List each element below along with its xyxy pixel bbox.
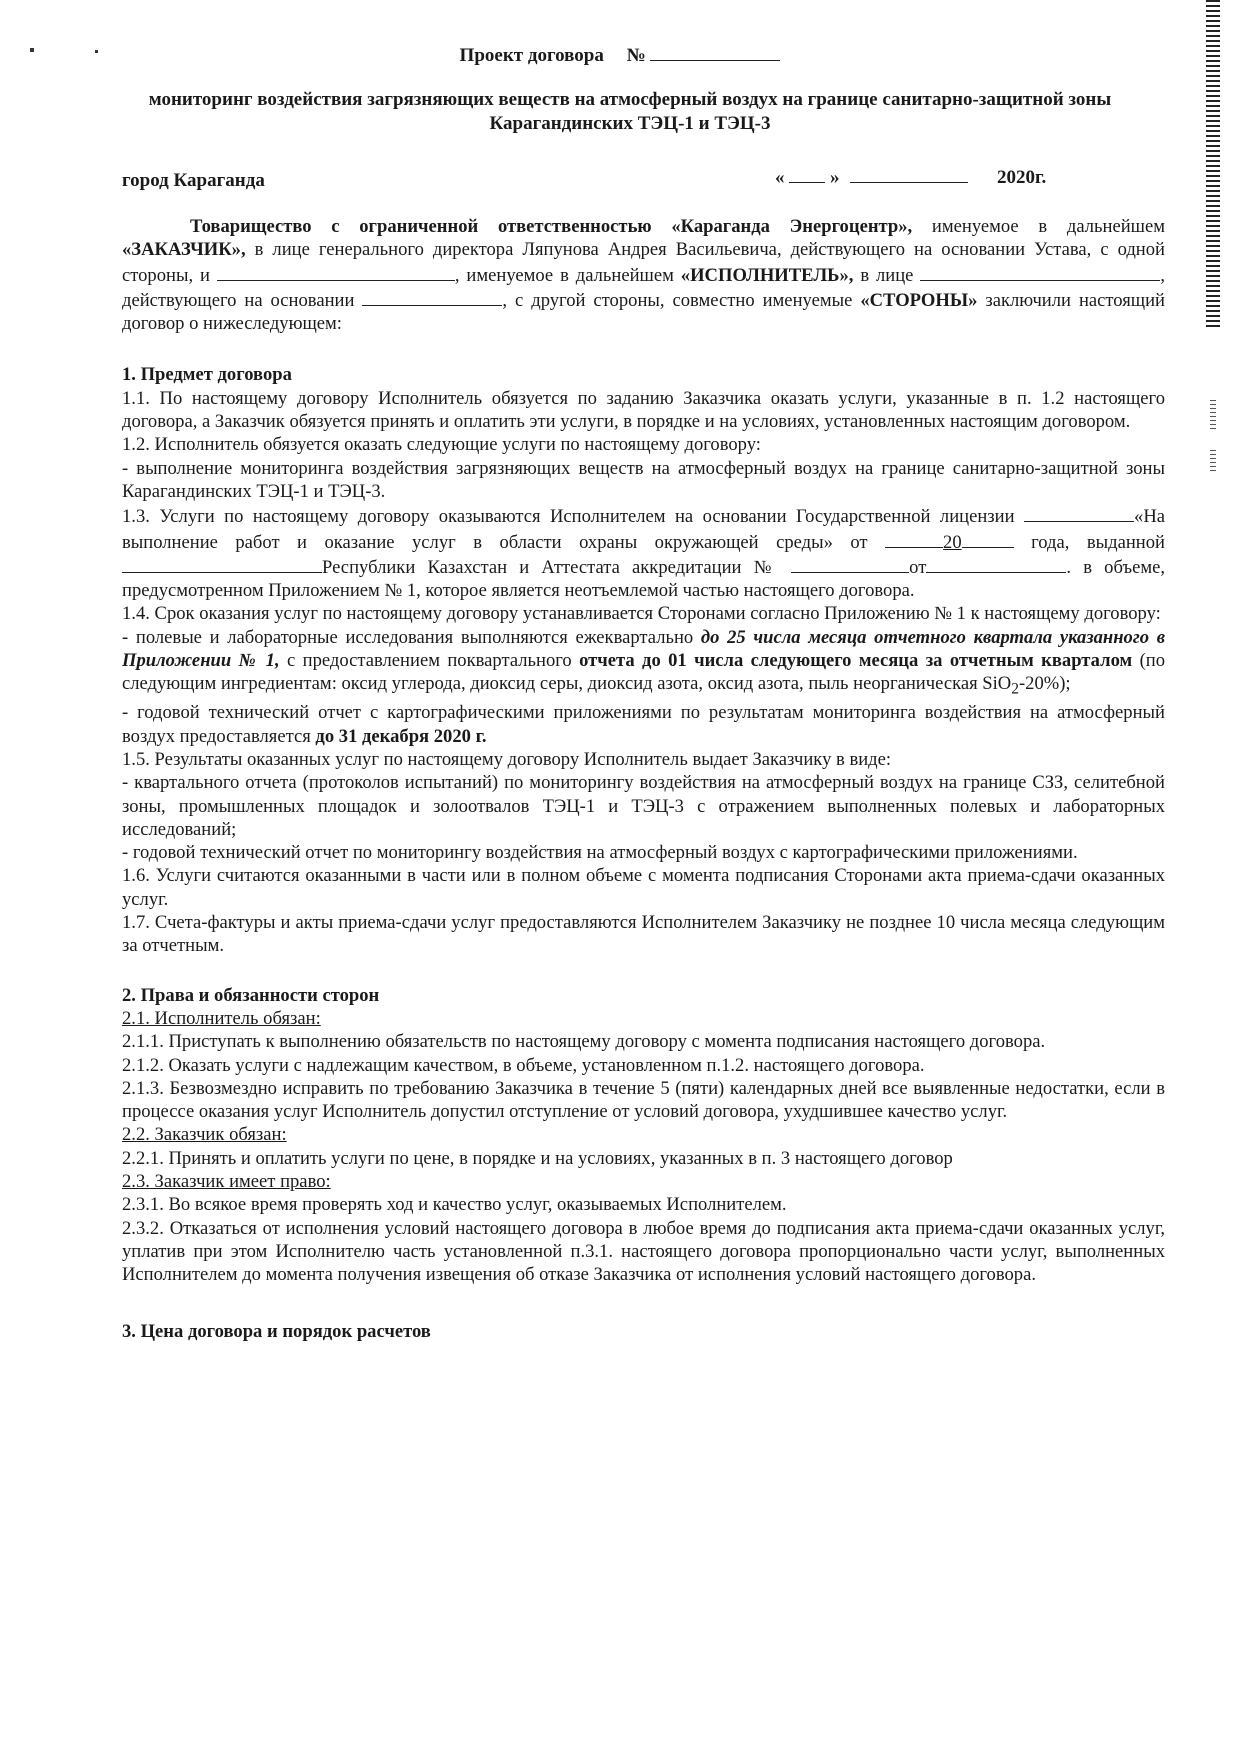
- clause-text: «На выполнение работ и оказание услуг в области охраны окружающей среды» от: [122, 506, 1165, 553]
- document-subtitle: мониторинг воздействия загрязняющих веществ на атмосферный воздух на границе санитарно-защитной зоны Карагандинских ТЭЦ-1 и ТЭЦ-3: [148, 89, 1112, 134]
- representative-blank: [920, 262, 1160, 281]
- accreditation-date-blank: [926, 554, 1066, 573]
- day-blank: [789, 164, 825, 183]
- preamble-text: заключили настоящий договор о нижеследующем:: [122, 289, 1165, 335]
- subsection-2-2: 2.2. Заказчик обязан:: [122, 1124, 287, 1146]
- date-open-quote: «: [775, 167, 785, 188]
- clause-1-2-item: - выполнение мониторинга воздействия загрязняющих веществ на атмосферный воздух на границе санитарно-защитной зоны Карагандинских ТЭЦ-1 и ТЭЦ-3.: [122, 457, 1165, 502]
- clause-2-3-2: 2.3.2. Отказаться от исполнения условий настоящего договора в любое время до подписания акта приема-сдачи оказанных услуг, уплатив при этом Исполнителю часть установленной п.3.1. настоящего договора пропорционально части услуг, выполненных Исполнителем до момента получения извещения об отказе Заказчика от исполнения условий настоящего договора.: [122, 1217, 1165, 1286]
- clause-1-4: 1.4. Срок оказания услуг по настоящему договору устанавливается Сторонами согласно Приложению № 1 к настоящему договору:: [122, 603, 1161, 625]
- title-text: Проект договора: [459, 45, 604, 66]
- clause-text: от: [909, 556, 927, 578]
- clause-1-5-item-2: - годовой технический отчет по мониторингу воздействия на атмосферный воздух с картографическими приложениями.: [122, 842, 1078, 864]
- subscript: 2: [1011, 681, 1019, 699]
- date-close-quote: »: [830, 167, 840, 188]
- license-number-blank: [1024, 503, 1134, 522]
- clause-text: Республики Казахстан и Аттестата аккредитации №: [322, 556, 792, 578]
- scan-dot: [95, 50, 98, 53]
- clause-2-1-2: 2.1.2. Оказать услуги с надлежащим качеством, в объеме, установленном п.1.2. настоящего договора.: [122, 1054, 925, 1076]
- license-date-blank: [885, 529, 943, 548]
- clause-text: 1.3. Услуги по настоящему договору оказываются Исполнителем на основании Государственной лицензии: [122, 506, 1025, 528]
- clause-1-2: 1.2. Исполнитель обязуется оказать следующие услуги по настоящему договору:: [122, 434, 761, 456]
- subsection-2-3: 2.3. Заказчик имеет право:: [122, 1171, 331, 1192]
- clause-text: - полевые и лабораторные исследования выполняются ежеквартально: [122, 626, 701, 648]
- clause-text: -20%);: [1018, 673, 1071, 695]
- preamble-text: , с другой стороны, совместно именуемые: [502, 289, 861, 311]
- document-title: [0, 42, 1240, 67]
- clause-1-6: 1.6. Услуги считаются оказанными в части или в полном объеме с момента подписания Сторонами акта приема-сдачи оказанных услуг.: [122, 865, 1165, 910]
- year: 2020г.: [997, 167, 1047, 188]
- clause-1-3: [122, 503, 1165, 602]
- number-blank: [650, 42, 780, 61]
- parties-label: «СТОРОНЫ»: [860, 289, 978, 311]
- section-3-heading: 3. Цена договора и порядок расчетов: [122, 1321, 431, 1343]
- license-year: 20: [943, 531, 962, 553]
- contract-body: [122, 215, 1165, 1344]
- scan-dot: [30, 48, 34, 52]
- clause-1-4-item-2: [122, 701, 1165, 748]
- clause-2-2-1: 2.2.1. Принять и оплатить услуги по цене, в порядке и на условиях, указанных в п. 3 настоящего договор: [122, 1147, 953, 1169]
- contractor-name-blank: [217, 262, 455, 281]
- clause-2-3-1: 2.3.1. Во всякое время проверять ход и качество услуг, оказываемых Исполнителем.: [122, 1194, 787, 1216]
- preamble-text: в лице генерального директора Ляпунова Андрея Васильевича, действующего на основании Устава, с одной стороны, и: [122, 239, 1165, 286]
- clause-text: с предоставлением поквартального: [279, 650, 580, 672]
- preamble-text: , действующего на основании: [122, 264, 1165, 311]
- clause-text: (по следующим ингредиентам: оксид углерода, диоксид серы, диоксид азота, оксид азота, пыль неорганическая SiO: [122, 650, 1166, 695]
- report-deadline-text: отчета до 01 числа следующего месяца за отчетным кварталом: [579, 650, 1133, 672]
- basis-blank: [362, 287, 502, 306]
- clause-1-4-item-1: [122, 626, 1165, 702]
- accreditation-number-blank: [791, 554, 909, 573]
- clause-1-7: 1.7. Счета-фактуры и акты приема-сдачи услуг предоставляются Исполнителем Заказчику не позднее 10 числа месяца следующим за отчетным.: [122, 912, 1165, 957]
- section-2-heading: 2. Права и обязанности сторон: [122, 984, 380, 1006]
- issuer-blank: [122, 554, 322, 573]
- clause-text: . в объеме, предусмотренном Приложением № 1, которое является неотъемлемой частью настоящего договора.: [122, 556, 1165, 602]
- annual-deadline-text: до 31 декабря 2020 г.: [315, 725, 487, 747]
- preamble: [122, 215, 1165, 335]
- clause-text: года, выданной: [1013, 531, 1165, 553]
- preamble-text: , именуемое в дальнейшем: [454, 264, 681, 286]
- contract-date: [775, 164, 1046, 189]
- license-year-blank: [962, 529, 1014, 548]
- contractor-label: «ИСПОЛНИТЕЛЬ»,: [680, 264, 854, 286]
- preamble-text: в лице: [853, 264, 921, 286]
- customer-label: «ЗАКАЗЧИК»,: [122, 239, 246, 261]
- clause-2-1-1: 2.1.1. Приступать к выполнению обязательств по настоящему договору с момента подписания настоящего договора.: [122, 1031, 1046, 1053]
- clause-1-5-item-1: - квартального отчета (протоколов испытаний) по мониторингу воздействия на атмосферный воздух на границе СЗЗ, селитебной зоны, промышленных площадок и золоотвалов ТЭЦ-1 и ТЭЦ-3 с отражением выполненных полевых и лабораторных исследований;: [122, 772, 1165, 840]
- subsection-2-1: 2.1. Исполнитель обязан:: [122, 1007, 321, 1029]
- clause-text: - годовой технический отчет с картографическими приложениями по результатам мониторинга воздействия на атмосферный воздух предоставляется: [122, 702, 1165, 747]
- scan-edge-marks: [1202, 0, 1232, 520]
- deadline-text: до 25 числа месяца отчетного квартала указанного в Приложении № 1,: [122, 626, 1166, 672]
- clause-1-1: 1.1. По настоящему договору Исполнитель обязуется по заданию Заказчика оказать услуги, указанные в п. 1.2 настоящего договора, а Заказчик обязуется принять и оплатить эти услуги, в порядке и на условиях, установленных настоящим договором.: [122, 387, 1165, 433]
- number-label: №: [626, 45, 646, 66]
- clause-1-5: 1.5. Результаты оказанных услуг по настоящему договору Исполнитель выдает Заказчику в виде:: [122, 748, 892, 770]
- preamble-text: именуемое в дальнейшем: [912, 216, 1165, 237]
- city: город Караганда: [122, 170, 265, 191]
- section-1-heading: 1. Предмет договора: [122, 364, 292, 386]
- company-name: Товарищество с ограниченной ответственностью «Караганда Энергоцентр»,: [190, 216, 913, 237]
- clause-2-1-3: 2.1.3. Безвозмездно исправить по требованию Заказчика в течение 5 (пяти) календарных дней все выявленные недостатки, если в процессе оказания услуг Исполнитель допустил отступление от условий договора, ухудшившее качество услуг.: [122, 1077, 1165, 1123]
- month-blank: [850, 164, 968, 183]
